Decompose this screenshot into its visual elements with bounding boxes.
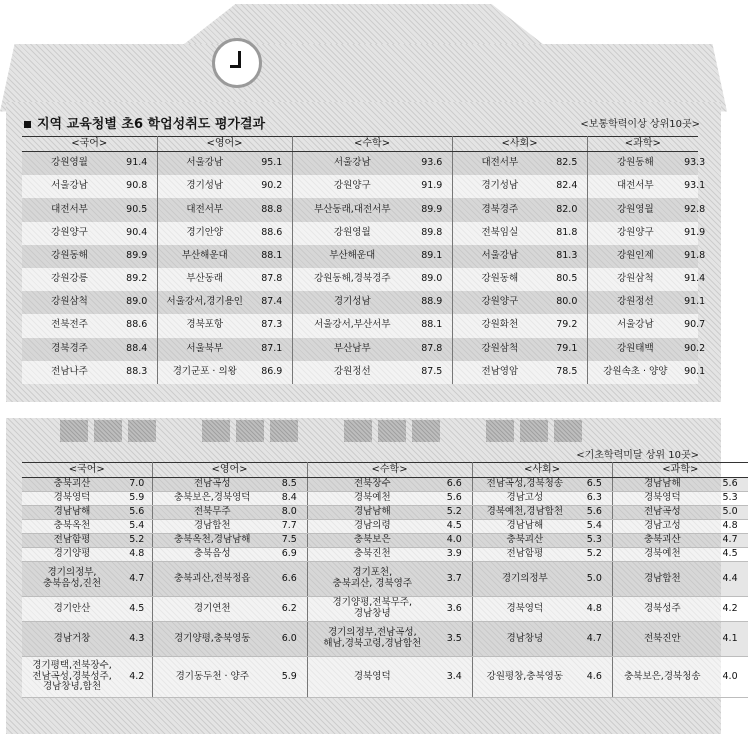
score-cell: 81.3 (547, 245, 587, 268)
region-cell: 충북보은 (307, 534, 437, 548)
region-cell: 경기성남 (292, 291, 412, 314)
region-cell: 경북경주 (452, 198, 547, 221)
region-cell: 충북괴산 (612, 534, 712, 548)
region-cell: 경기군포 · 의왕 (157, 361, 252, 384)
region-cell: 강원영월 (292, 222, 412, 245)
score-cell: 89.2 (117, 268, 157, 291)
score-cell: 89.0 (117, 291, 157, 314)
region-cell: 경남창녕 (472, 622, 577, 657)
table-row (22, 314, 698, 337)
score-cell: 4.5 (712, 548, 748, 562)
region-cell: 경기안양 (157, 222, 252, 245)
region-cell: 강원삼척 (22, 291, 117, 314)
region-cell: 강원동해 (22, 245, 117, 268)
region-cell: 충북괴산 (22, 478, 122, 492)
region-cell: 경북예천,경남합천 (472, 506, 577, 520)
score-cell: 88.1 (252, 245, 292, 268)
region-cell: 경북포항 (157, 314, 252, 337)
bottom-table (22, 462, 748, 698)
subject-header: <영어> (152, 463, 307, 478)
title-row (24, 112, 700, 132)
score-cell: 7.7 (272, 520, 307, 534)
score-cell: 3.7 (437, 562, 472, 597)
subject-header: <국어> (22, 137, 157, 152)
score-cell: 8.4 (272, 492, 307, 506)
score-cell: 5.9 (272, 657, 307, 698)
region-cell: 경북영덕 (22, 492, 122, 506)
subject-header: <국어> (22, 463, 152, 478)
table-row (22, 492, 748, 506)
region-cell: 경기의정부, 충북음성,진천 (22, 562, 122, 597)
score-cell: 93.1 (683, 175, 698, 198)
region-cell: 강원양구 (292, 175, 412, 198)
score-cell: 6.0 (272, 622, 307, 657)
header-row (22, 463, 748, 478)
region-cell: 강원동해,경북경주 (292, 268, 412, 291)
top-table (22, 136, 706, 384)
score-cell: 90.7 (683, 314, 698, 337)
score-cell: 6.6 (437, 478, 472, 492)
region-cell: 경북영덕 (307, 657, 437, 698)
region-cell: 전북전주 (22, 314, 117, 337)
score-cell: 4.7 (712, 534, 748, 548)
table-row (22, 506, 748, 520)
region-cell: 대전서부 (452, 152, 547, 176)
score-cell: 5.4 (577, 520, 612, 534)
region-cell: 경기의정부 (472, 562, 577, 597)
table-row (22, 622, 748, 657)
score-cell: 90.2 (683, 338, 698, 361)
region-cell: 대전서부 (587, 175, 683, 198)
score-cell: 91.4 (117, 152, 157, 176)
score-cell: 4.0 (437, 534, 472, 548)
score-cell: 80.5 (547, 268, 587, 291)
score-cell: 89.9 (117, 245, 157, 268)
table-row (22, 152, 698, 176)
window-row (60, 420, 582, 442)
score-cell: 87.3 (252, 314, 292, 337)
region-cell: 경남남해 (307, 506, 437, 520)
score-cell: 95.1 (252, 152, 292, 176)
score-cell: 5.6 (122, 506, 152, 520)
clock-icon (212, 38, 262, 88)
score-cell: 89.1 (412, 245, 452, 268)
region-cell: 서울강남 (22, 175, 117, 198)
region-cell: 경남고성 (612, 520, 712, 534)
region-cell: 강원화천 (452, 314, 547, 337)
region-cell: 전남함평 (472, 548, 577, 562)
score-cell: 80.0 (547, 291, 587, 314)
table-row (22, 175, 698, 198)
region-cell: 강원인제 (587, 245, 683, 268)
score-cell: 4.0 (712, 657, 748, 698)
score-cell: 79.1 (547, 338, 587, 361)
region-cell: 서울북부 (157, 338, 252, 361)
region-cell: 충북진천 (307, 548, 437, 562)
region-cell: 전남곡성 (612, 506, 712, 520)
score-cell: 87.8 (412, 338, 452, 361)
score-cell: 87.5 (412, 361, 452, 384)
score-cell: 91.9 (683, 222, 698, 245)
score-cell: 5.2 (122, 534, 152, 548)
score-cell: 4.6 (577, 657, 612, 698)
region-cell: 강원양구 (452, 291, 547, 314)
region-cell: 전북임실 (452, 222, 547, 245)
score-cell: 4.8 (712, 520, 748, 534)
region-cell: 강원평창,충북영동 (472, 657, 577, 698)
region-cell: 경북경주 (22, 338, 117, 361)
region-cell: 충북괴산,전북정읍 (152, 562, 272, 597)
score-cell: 6.2 (272, 597, 307, 622)
region-cell: 강원삼척 (452, 338, 547, 361)
region-cell: 강원속초 · 양양 (587, 361, 683, 384)
region-cell: 경기동두천 · 양주 (152, 657, 272, 698)
score-cell: 87.1 (252, 338, 292, 361)
score-cell: 88.9 (412, 291, 452, 314)
region-cell: 부산해운대 (157, 245, 252, 268)
region-cell: 충북괴산 (472, 534, 577, 548)
region-cell: 충북보은,경북청송 (612, 657, 712, 698)
region-cell: 경북영덕 (612, 492, 712, 506)
score-cell: 82.0 (547, 198, 587, 221)
region-cell: 경남고성 (472, 492, 577, 506)
subject-header: <사회> (452, 137, 587, 152)
region-cell: 충북보은,경북영덕 (152, 492, 272, 506)
score-cell: 91.4 (683, 268, 698, 291)
region-cell: 강원동해 (452, 268, 547, 291)
region-cell: 강원강릉 (22, 268, 117, 291)
region-cell: 경남의령 (307, 520, 437, 534)
region-cell: 경북영덕 (472, 597, 577, 622)
score-cell: 90.5 (117, 198, 157, 221)
region-cell: 전남영암 (452, 361, 547, 384)
score-cell: 82.5 (547, 152, 587, 176)
score-cell: 6.9 (272, 548, 307, 562)
header-row (22, 137, 698, 152)
score-cell: 5.2 (577, 548, 612, 562)
score-cell: 5.0 (577, 562, 612, 597)
table-row (22, 562, 748, 597)
bottom-note: <기초학력미달 상위 10곳> (576, 450, 699, 461)
score-cell: 90.4 (117, 222, 157, 245)
region-cell: 서울강남 (587, 314, 683, 337)
score-cell: 89.9 (412, 198, 452, 221)
subject-header: <사회> (472, 463, 612, 478)
subject-header: <과학> (612, 463, 748, 478)
score-cell: 4.2 (122, 657, 152, 698)
score-cell: 89.0 (412, 268, 452, 291)
region-cell: 충북옥천,경남남해 (152, 534, 272, 548)
subject-header: <수학> (307, 463, 472, 478)
top-note: <보통학력이상 상위10곳> (580, 118, 700, 130)
score-cell: 88.6 (252, 222, 292, 245)
region-cell: 경남남해 (22, 506, 122, 520)
region-cell: 전북장수 (307, 478, 437, 492)
score-cell: 4.2 (712, 597, 748, 622)
region-cell: 경기연천 (152, 597, 272, 622)
region-cell: 강원정선 (292, 361, 412, 384)
score-cell: 4.1 (712, 622, 748, 657)
region-cell: 강원영월 (22, 152, 117, 176)
score-cell: 88.3 (117, 361, 157, 384)
region-cell: 경북예천 (612, 548, 712, 562)
table-row (22, 268, 698, 291)
score-cell: 90.2 (252, 175, 292, 198)
square-bullet-icon (24, 121, 31, 128)
region-cell: 경북성주 (612, 597, 712, 622)
score-cell: 5.3 (712, 492, 748, 506)
score-cell: 5.6 (577, 506, 612, 520)
score-cell: 8.0 (272, 506, 307, 520)
table-row (22, 198, 698, 221)
score-cell: 7.0 (122, 478, 152, 492)
region-cell: 충북옥천 (22, 520, 122, 534)
region-cell: 경기평택,전북장수, 전남곡성,경북성주, 경남창녕,합천 (22, 657, 122, 698)
region-cell: 강원양구 (22, 222, 117, 245)
score-cell: 87.8 (252, 268, 292, 291)
region-cell: 서울강서,부산서부 (292, 314, 412, 337)
region-cell: 경기성남 (452, 175, 547, 198)
score-cell: 5.6 (712, 478, 748, 492)
table-row (22, 338, 698, 361)
region-cell: 강원양구 (587, 222, 683, 245)
score-cell: 6.3 (577, 492, 612, 506)
region-cell: 서울강남 (157, 152, 252, 176)
region-cell: 서울강서,경기용인 (157, 291, 252, 314)
region-cell: 부산남부 (292, 338, 412, 361)
page-title (24, 113, 265, 132)
region-cell: 경기양평,전북무주, 경남창녕 (307, 597, 437, 622)
table-row (22, 597, 748, 622)
score-cell: 3.9 (437, 548, 472, 562)
region-cell: 경기포천, 충북괴산, 경북영주 (307, 562, 437, 597)
score-cell: 93.6 (412, 152, 452, 176)
region-cell: 경남남해 (472, 520, 577, 534)
region-cell: 경기성남 (157, 175, 252, 198)
region-cell: 전북진안 (612, 622, 712, 657)
score-cell: 90.1 (683, 361, 698, 384)
region-cell: 서울강남 (292, 152, 412, 176)
score-cell: 4.7 (122, 562, 152, 597)
score-cell: 5.9 (122, 492, 152, 506)
score-cell: 93.3 (683, 152, 698, 176)
score-cell: 4.8 (577, 597, 612, 622)
subject-header: <수학> (292, 137, 452, 152)
score-cell: 6.6 (272, 562, 307, 597)
score-cell: 3.5 (437, 622, 472, 657)
score-cell: 8.5 (272, 478, 307, 492)
region-cell: 부산해운대 (292, 245, 412, 268)
table-row (22, 222, 698, 245)
region-cell: 경기양평,충북영동 (152, 622, 272, 657)
score-cell: 4.8 (122, 548, 152, 562)
table-row (22, 657, 748, 698)
region-cell: 강원동해 (587, 152, 683, 176)
table-row (22, 245, 698, 268)
score-cell: 5.2 (437, 506, 472, 520)
table-row (22, 534, 748, 548)
region-cell: 전남곡성,경북청송 (472, 478, 577, 492)
score-cell: 7.5 (272, 534, 307, 548)
region-cell: 경기안산 (22, 597, 122, 622)
score-cell: 4.5 (437, 520, 472, 534)
score-cell: 82.4 (547, 175, 587, 198)
region-cell: 서울강남 (452, 245, 547, 268)
score-cell: 5.0 (712, 506, 748, 520)
score-cell: 91.9 (412, 175, 452, 198)
region-cell: 부산동래,대전서부 (292, 198, 412, 221)
score-cell: 3.6 (437, 597, 472, 622)
region-cell: 강원태백 (587, 338, 683, 361)
score-cell: 91.8 (683, 245, 698, 268)
region-cell: 강원삼척 (587, 268, 683, 291)
table-row (22, 548, 748, 562)
score-cell: 5.3 (577, 534, 612, 548)
score-cell: 4.7 (577, 622, 612, 657)
region-cell: 전남나주 (22, 361, 117, 384)
score-cell: 6.5 (577, 478, 612, 492)
region-cell: 충북음성 (152, 548, 272, 562)
score-cell: 79.2 (547, 314, 587, 337)
region-cell: 부산동래 (157, 268, 252, 291)
table-row (22, 291, 698, 314)
region-cell: 전남함평 (22, 534, 122, 548)
table-row (22, 361, 698, 384)
score-cell: 4.4 (712, 562, 748, 597)
table-row (22, 478, 748, 492)
subject-header: <영어> (157, 137, 292, 152)
region-cell: 경남남해 (612, 478, 712, 492)
region-cell: 대전서부 (22, 198, 117, 221)
region-cell: 경기양평 (22, 548, 122, 562)
score-cell: 90.8 (117, 175, 157, 198)
region-cell: 경북예천 (307, 492, 437, 506)
subject-header: <과학> (587, 137, 698, 152)
score-cell: 88.6 (117, 314, 157, 337)
region-cell: 경남거창 (22, 622, 122, 657)
region-cell: 경남합천 (152, 520, 272, 534)
score-cell: 78.5 (547, 361, 587, 384)
region-cell: 강원영월 (587, 198, 683, 221)
score-cell: 3.4 (437, 657, 472, 698)
region-cell: 강원정선 (587, 291, 683, 314)
score-cell: 88.1 (412, 314, 452, 337)
score-cell: 92.8 (683, 198, 698, 221)
score-cell: 4.3 (122, 622, 152, 657)
score-cell: 88.4 (117, 338, 157, 361)
score-cell: 91.1 (683, 291, 698, 314)
score-cell: 89.8 (412, 222, 452, 245)
score-cell: 4.5 (122, 597, 152, 622)
score-cell: 5.6 (437, 492, 472, 506)
score-cell: 86.9 (252, 361, 292, 384)
roof-top (150, 4, 577, 44)
score-cell: 88.8 (252, 198, 292, 221)
page-title-text: 지역 교육청별 초6 학업성취도 평가결과 (37, 116, 266, 132)
score-cell: 87.4 (252, 291, 292, 314)
score-cell: 5.4 (122, 520, 152, 534)
score-cell: 81.8 (547, 222, 587, 245)
region-cell: 경기의정부,전남곡성, 해남,경북고령,경남합천 (307, 622, 437, 657)
table-row (22, 520, 748, 534)
region-cell: 전북무주 (152, 506, 272, 520)
region-cell: 전남곡성 (152, 478, 272, 492)
region-cell: 대전서부 (157, 198, 252, 221)
region-cell: 경남합천 (612, 562, 712, 597)
